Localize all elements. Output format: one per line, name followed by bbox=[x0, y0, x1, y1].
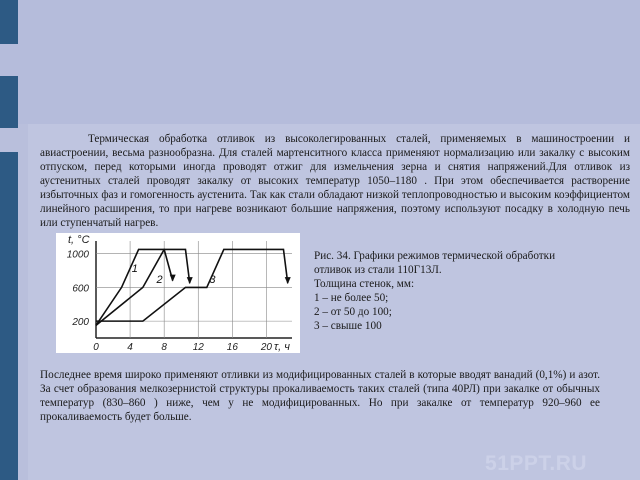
intro-paragraph: Термическая обработка отливок из высоколегированных сталей, применяемых в машиностроении и авиастроении, весьма разнообразна. Для сталей мартенситного класса применяют нормализацию или закалку с высоким отпуском, перед которыми иногда проводят отжиг для измельчения зерна и снятия напряжений.Для отливок из аустенитных сталей проводят закалку от высоких температур 1050–1180 . При этом обеспечивается растворение избыточных фаз и гомогенность аустенита. Так как стали обладают низкой теплопроводностью и высоким коэффициентом линейного расширения, то при нагреве возникают большие напряжения, поэтому используют посадку в холодную печь или ступенчатый нагрев. bbox=[40, 133, 630, 229]
slide-header-band bbox=[0, 0, 640, 124]
caption-item-2: 2 – от 50 до 100; bbox=[314, 306, 392, 318]
x-tick-label-12: 12 bbox=[192, 342, 204, 353]
modified-steels-paragraph: Последнее время широко применяют отливки из модифицированных сталей в которые вводят ванадий (0,1%) и азот. За счет образования мелкозернистой структуры прокаливаемость таких сталей (типа 40РЛ) при закалке от обычных температур (830–860 ) ниже, чем у не модифицированных. Но при закалке от температур 920–960 ее прокаливаемость будет больше. bbox=[40, 369, 600, 423]
x-tick-label-8: 8 bbox=[161, 342, 167, 353]
series-label-2: 2 bbox=[156, 274, 163, 287]
series-line-3 bbox=[96, 249, 288, 321]
caption-thickness-label: Толщина стенок, мм: bbox=[314, 278, 415, 290]
series-arrow-3 bbox=[285, 277, 291, 284]
decorative-left-bar-top bbox=[0, 0, 18, 44]
series-label-1: 1 bbox=[131, 263, 138, 276]
x-axis-label: τ, ч bbox=[274, 341, 290, 353]
caption-item-1: 1 – не более 50; bbox=[314, 292, 389, 304]
watermark: 51PPT.RU bbox=[485, 452, 588, 475]
x-tick-label-0: 0 bbox=[93, 342, 99, 353]
x-tick-label-16: 16 bbox=[226, 342, 238, 353]
y-tick-label-200: 200 bbox=[72, 317, 89, 329]
caption-item-3: 3 – свыше 100 bbox=[314, 320, 382, 332]
y-tick-label-1000: 1000 bbox=[66, 249, 89, 261]
decorative-left-bar-middle bbox=[0, 76, 18, 128]
caption-title-line2: отливок из стали 110Г13Л. bbox=[314, 264, 442, 276]
chart-svg bbox=[56, 233, 300, 353]
series-arrow-2 bbox=[187, 277, 193, 284]
x-tick-label-4: 4 bbox=[127, 342, 133, 353]
y-tick-label-600: 600 bbox=[72, 283, 89, 295]
y-axis-label: t, °C bbox=[68, 234, 90, 246]
caption-title-line1: Рис. 34. Графики режимов термической обработки bbox=[314, 250, 556, 262]
figure-caption bbox=[314, 249, 554, 333]
series-label-3: 3 bbox=[209, 274, 216, 287]
decorative-left-bar-bottom bbox=[0, 152, 18, 480]
heat-treatment-chart bbox=[56, 233, 300, 353]
series-arrow-1 bbox=[170, 275, 176, 282]
x-tick-label-20: 20 bbox=[260, 342, 272, 353]
